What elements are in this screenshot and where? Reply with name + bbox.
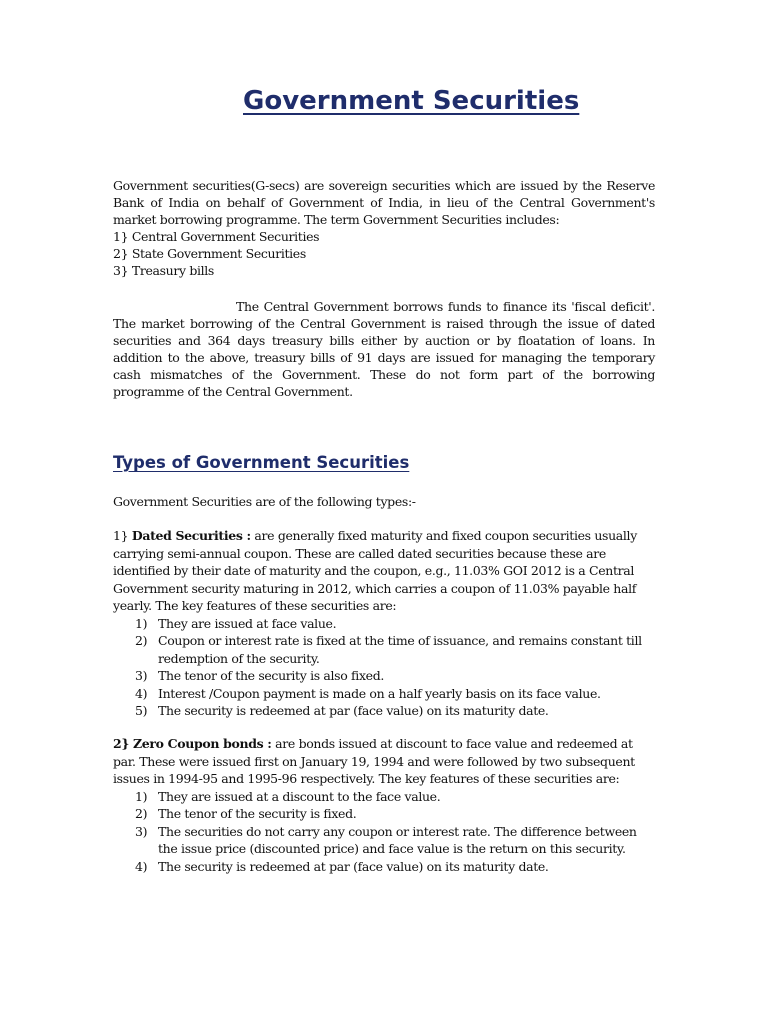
list-text: The security is redeemed at par (face value) on its maturity date.	[158, 703, 549, 718]
list-text: The tenor of the security is fixed.	[158, 806, 357, 821]
borrowing-paragraph-text: The Central Government borrows funds to finance its 'fiscal deficit'. The market borrowing of the Central Government is raised through the issue of dated securities and 364 days treasury bills either by auction or by floatation of loans. In addition to the above, treasury bills of 91 days are issued for managing the temporary cash mismatches of the Government. These do not form part of the borrowing programme of the Central Government.	[113, 299, 655, 399]
list-number: 4)	[135, 858, 148, 874]
intro-paragraph: Government securities(G-secs) are sovereign securities which are issued by the Reserve Bank of India on behalf of Government of India, in lieu of the Central Government's market borrowing programme. The term Government Securities includes:	[113, 178, 655, 227]
list-text: Coupon or interest rate is fixed at the time of issuance, and remains constant till redemption of the security.	[158, 633, 642, 666]
dated-securities-text: are generally fixed maturity and fixed coupon securities usually carrying semi-annual coupon. These are called dated securities because these are identified by their date of maturity and the coupon, e.g., 11.03% GOI 2012 is a Central Government security maturing in 2012, which carries a coupon of 11.03% payable half yearly. The key features of these securities are:	[113, 528, 637, 613]
list-number: 1)	[135, 788, 148, 804]
intro-list-item: 1} Central Government Securities	[113, 229, 320, 244]
types-heading: Types of Government Securities	[113, 453, 410, 472]
list-text: Interest /Coupon payment is made on a half yearly basis on its face value.	[158, 685, 601, 701]
list-number: 2)	[135, 806, 148, 821]
intro-list	[113, 228, 319, 279]
list-item	[113, 632, 658, 667]
zero-coupon-section	[113, 735, 658, 875]
list-item	[113, 858, 658, 876]
list-item	[113, 805, 658, 823]
list-number: 2)	[135, 633, 148, 648]
dated-features-list	[113, 615, 658, 720]
list-text: They are issued at a discount to the face value.	[158, 788, 441, 804]
list-number: 4)	[135, 685, 148, 701]
list-text: The tenor of the security is also fixed.	[158, 668, 384, 683]
list-text: The securities do not carry any coupon or interest rate. The difference between the issue price (discounted price) and face value is the return on this security.	[158, 823, 637, 856]
list-number: 3)	[135, 668, 148, 683]
zero-coupon-text: are bonds issued at discount to face value and redeemed at par. These were issued first on January 19, 1994 and were followed by two subsequent issues in 1994-95 and 1995-96 respectively. The key features of these securities are:	[113, 736, 635, 786]
list-number: 3)	[135, 823, 148, 839]
types-intro: Government Securities are of the following types:-	[113, 494, 416, 509]
page-title: Government Securities	[243, 86, 580, 116]
list-item	[113, 685, 658, 703]
list-item	[113, 667, 658, 685]
dated-securities-term: Dated Securities :	[131, 528, 251, 543]
intro-list-item: 2} State Government Securities	[113, 246, 306, 261]
zero-coupon-term: 2} Zero Coupon bonds :	[113, 736, 272, 751]
list-item	[113, 823, 658, 858]
intro-list-item: 3} Treasury bills	[113, 263, 214, 278]
list-item	[113, 702, 658, 720]
dated-securities-description	[113, 527, 658, 615]
dated-securities-section	[113, 527, 658, 720]
list-item	[113, 615, 658, 633]
list-text: The security is redeemed at par (face value) on its maturity date.	[158, 858, 549, 874]
zero-coupon-description	[113, 735, 658, 788]
list-item	[113, 788, 658, 806]
list-number: 1)	[135, 615, 148, 631]
zero-features-list	[113, 788, 658, 876]
borrowing-paragraph	[113, 298, 655, 400]
list-number: 5)	[135, 703, 148, 718]
dated-prefix: 1}	[113, 528, 132, 543]
list-text: They are issued at face value.	[158, 615, 337, 631]
